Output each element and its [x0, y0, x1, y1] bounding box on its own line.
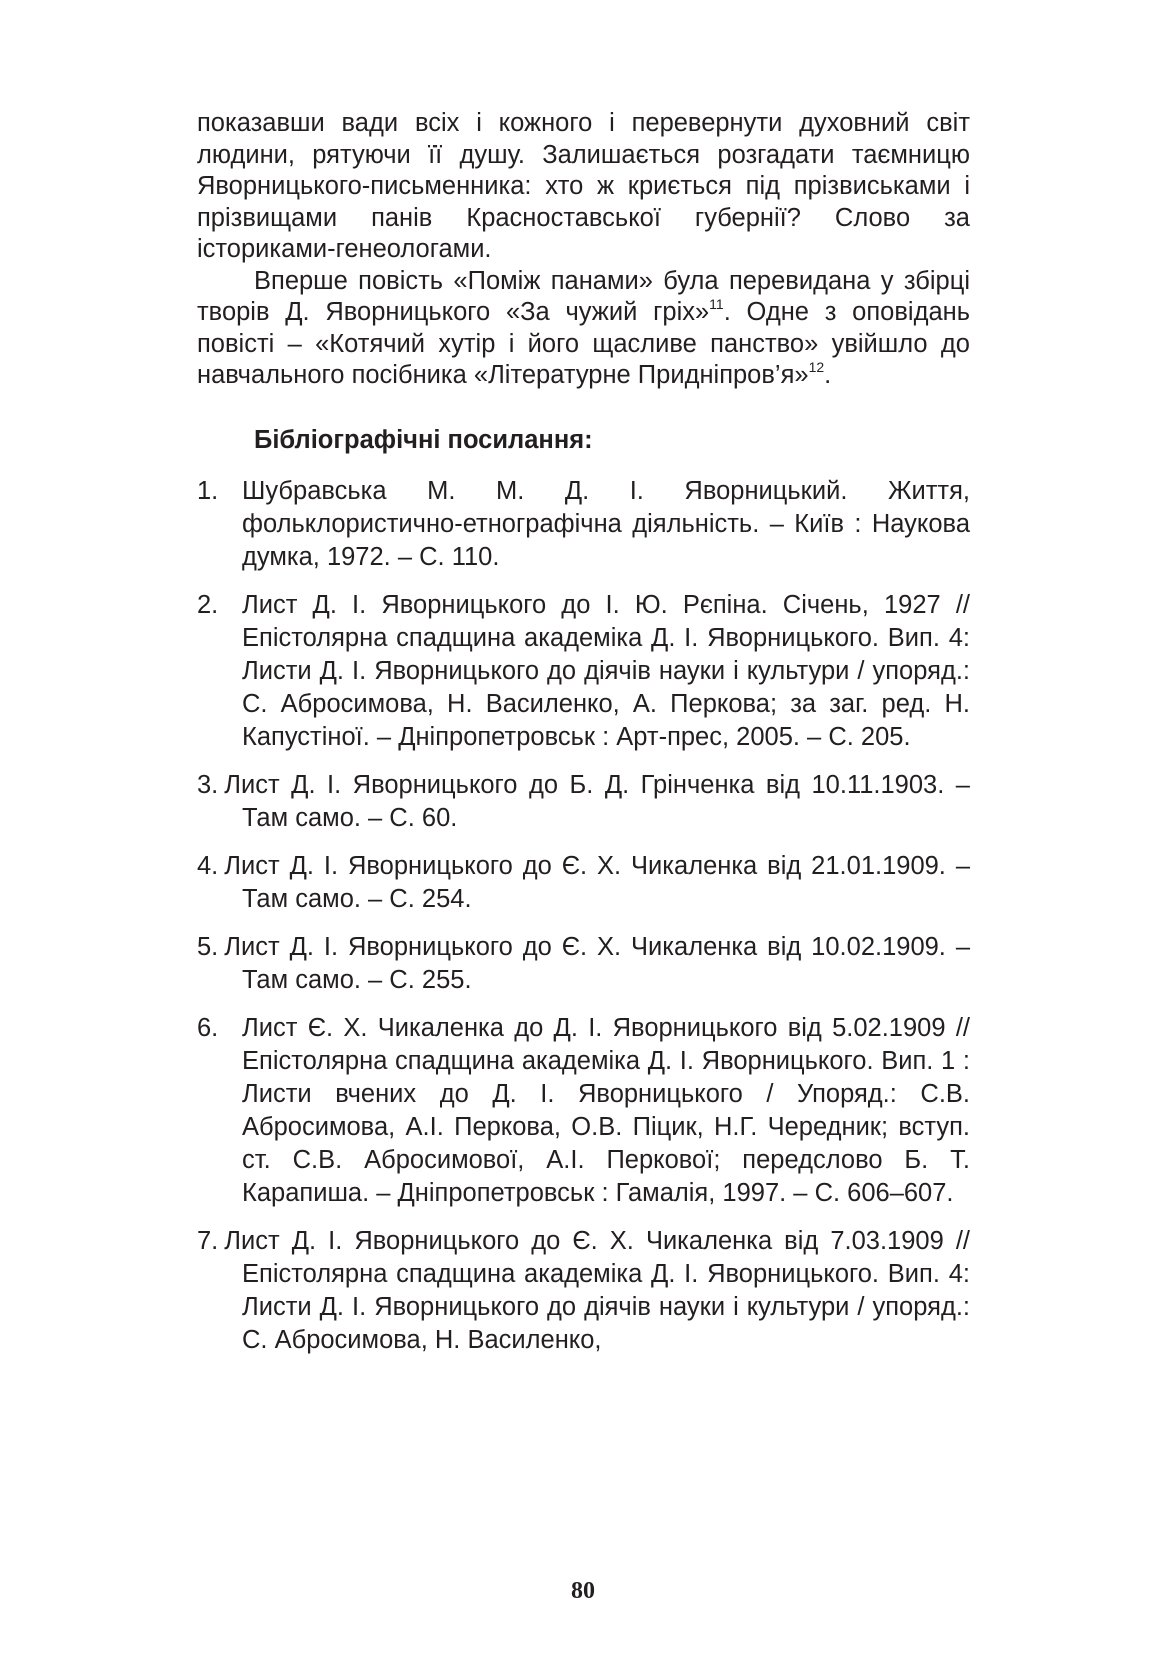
- item-text: Лист Д. І. Яворницького до Є. Х. Чикаленка від 10.02.1909. – Там само. – С. 255.: [224, 933, 970, 994]
- item-number: 7.: [197, 1227, 219, 1255]
- item-number: 2.: [197, 591, 219, 619]
- page-number: 80: [571, 1578, 595, 1604]
- bibliography-item-2: [197, 589, 970, 754]
- paragraph-text: . Одне з оповідань повісті – «Котячий хутір і його щасливе панство» увійшло до навчального посібника «Літературне Придніпров’я»: [197, 298, 970, 389]
- paragraph-text: Вперше повість «Поміж панами» була перевидана у збірці творів Д. Яворницького «За чужий гріх»: [197, 266, 970, 326]
- bibliography-item-5: [197, 931, 970, 997]
- paragraph-reprint: [197, 266, 970, 392]
- paragraph-continuation: показавши вади всіх і кожного і перевернути духовний світ людини, рятуючи її душу. Залишається розгадати таємницю Яворницького-письменника: хто ж криється під прізвиськами і прізвищами панів Красноставської губернії? Слово за істориками-генеологами.: [197, 109, 970, 263]
- item-text: Лист Є. Х. Чикаленка до Д. І. Яворницького від 5.02.1909 // Епістолярна спадщина академіка Д. І. Яворницького. Вип. 1 : Листи вчених до Д. І. Яворницького / Упоряд.: С.В. Абросимова, А.І. Перкова, О.В. Піцик, Н.Г. Чередник; вступ. ст. С.В. Абросимової, А.І. Перкової; передслово Б. Т. Карапиша. – Дніпропетровськ : Гамалія, 1997. – С. 606–607.: [242, 1014, 970, 1207]
- bibliography-item-7: [197, 1225, 970, 1357]
- bibliography-item-4: [197, 850, 970, 916]
- paragraph-text: .: [824, 361, 832, 389]
- item-text: Лист Д. І. Яворницького до Є. Х. Чикаленка від 7.03.1909 // Епістолярна спадщина академіка Д. І. Яворницького. Вип. 4: Листи Д. І. Яворницького до діячів науки і культури / упоряд.: С. Абросимова, Н. Василенко,: [224, 1227, 970, 1354]
- item-text: Шубравська М. М. Д. І. Яворницький. Життя, фольклористично-етнографічна діяльність. – Київ : Наукова думка, 1972. – С. 110.: [242, 477, 970, 571]
- item-text: Лист Д. І. Яворницького до І. Ю. Рєпіна. Січень, 1927 // Епістолярна спадщина академіка Д. І. Яворницького. Вип. 4: Листи Д. І. Яворницького до діячів науки і культури / упоряд.: С. Абросимова, Н. Василенко, А. Перкова; за заг. ред. Н. Капустіної. – Дніпропетровськ : Арт-прес, 2005. – С. 205.: [242, 591, 970, 751]
- item-text: Лист Д. І. Яворницького до Б. Д. Грінченка від 10.11.1903. – Там само. – С. 60.: [224, 771, 970, 832]
- bibliography-item-6: [197, 1012, 970, 1210]
- item-number: 3.: [197, 771, 219, 799]
- page-body: [197, 108, 970, 1372]
- item-number: 4.: [197, 852, 219, 880]
- item-number: 1.: [197, 477, 219, 505]
- item-text: Лист Д. І. Яворницького до Є. Х. Чикаленка від 21.01.1909. – Там само. – С. 254.: [224, 852, 970, 913]
- bibliography-item-1: [197, 475, 970, 574]
- bibliography-list: [197, 475, 970, 1357]
- bibliography-item-3: [197, 769, 970, 835]
- item-number: 6.: [197, 1014, 219, 1042]
- footnote-ref-12[interactable]: 12: [808, 359, 825, 375]
- bibliography-heading: Бібліографічні посилання:: [254, 425, 593, 454]
- footnote-ref-11[interactable]: 11: [709, 296, 724, 312]
- item-number: 5.: [197, 933, 219, 961]
